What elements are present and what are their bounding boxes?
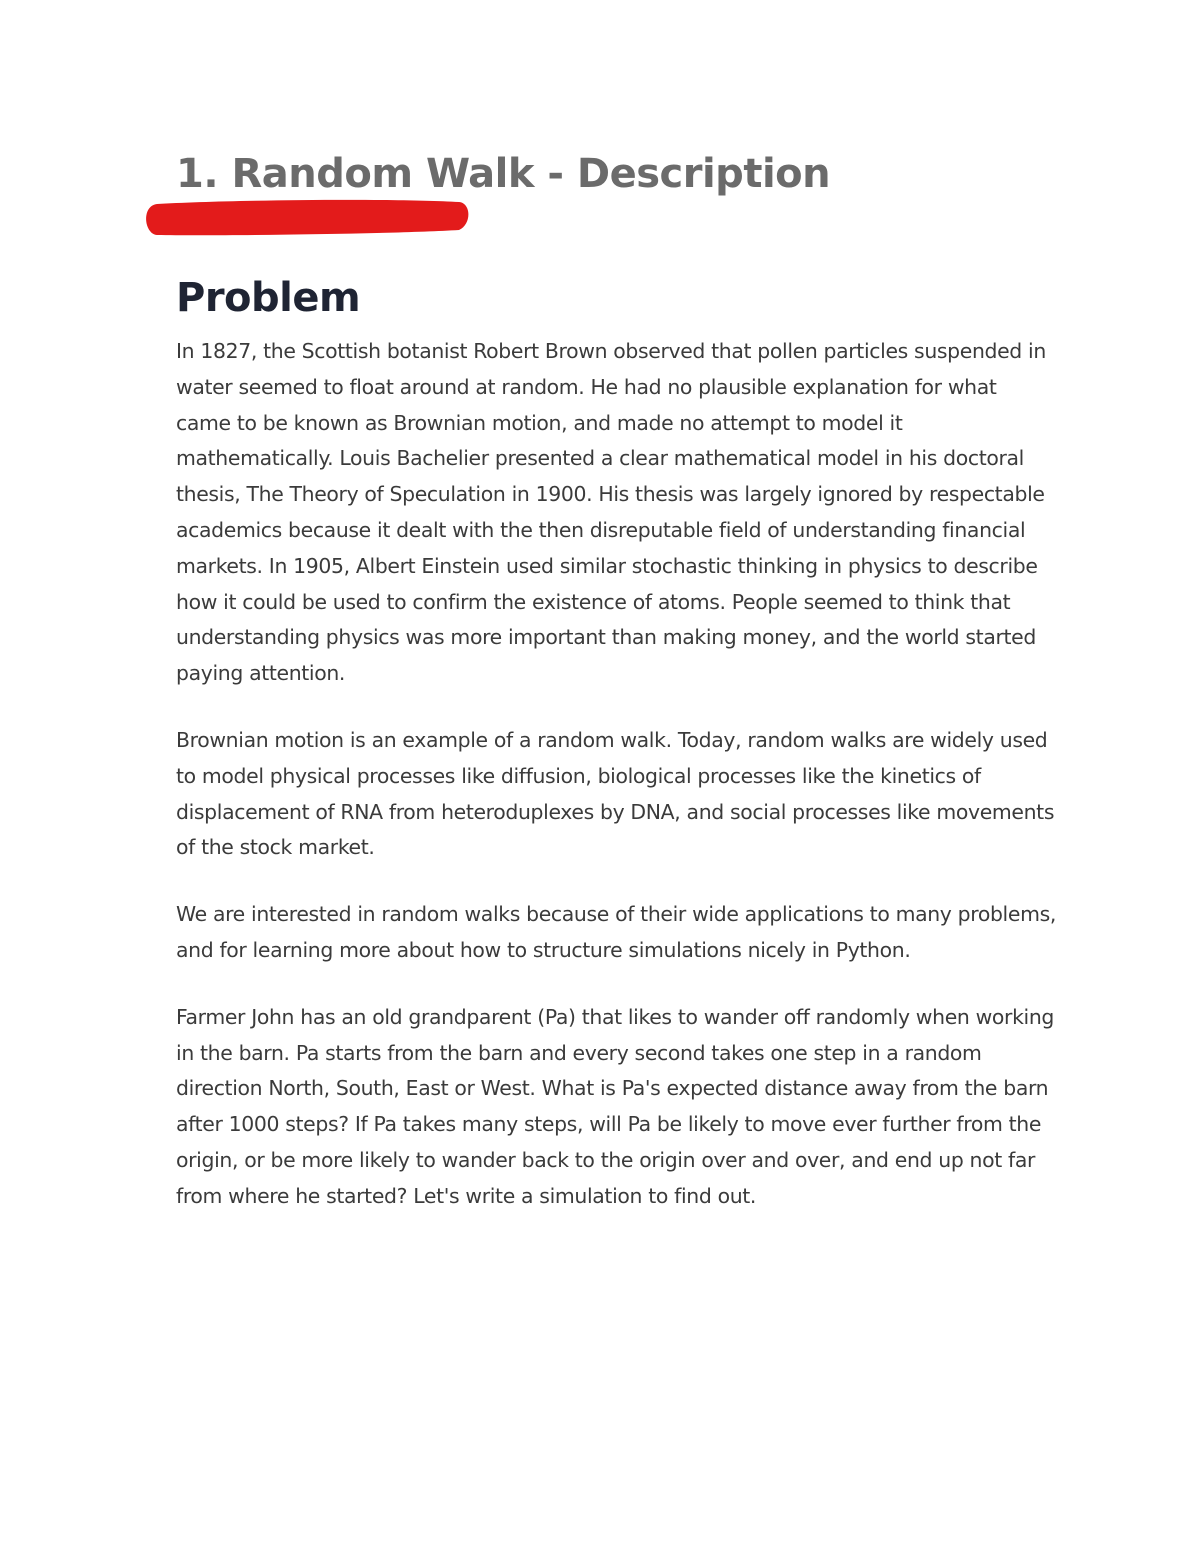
section-heading-problem: Problem [176,275,361,321]
paragraph-farmer-john-problem: Farmer John has an old grandparent (Pa) that likes to wander off randomly when working in the barn. Pa starts from the barn and every second takes one step in a random direction North, South, East or West. What is Pa's expected distance away from the barn after 1000 steps? If Pa takes many steps, will Pa be likely to move ever further from the origin, or be more likely to wander back to the origin over and over, and end up not far from where he started? Let's write a simulation to find out. [176,1004,1055,1208]
redaction-stroke [146,200,468,235]
paragraph-random-walk-uses: Brownian motion is an example of a random walk. Today, random walks are widely used to model physical processes like diffusion, biological processes like the kinetics of displacement of RNA from heteroduplexes by DNA, and social processes like movements of the stock market. [176,727,1055,860]
document-body [176,334,1056,1246]
paragraph-motivation: We are interested in random walks because of their wide applications to many problems, and for learning more about how to structure simulations nicely in Python. [176,902,1056,962]
redaction-mark [141,198,471,238]
paragraph-brownian-history: In 1827, the Scottish botanist Robert Brown observed that pollen particles suspended in water seemed to float around at random. He had no plausible explanation for what came to be known as Brownian motion, and made no attempt to model it mathematically. Louis Bachelier presented a clear mathematical model in his doctoral thesis, The Theory of Speculation in 1900. His thesis was largely ignored by respectable academics because it dealt with the then disreputable field of understanding financial markets. In 1905, Albert Einstein used similar stochastic thinking in physics to describe how it could be used to confirm the existence of atoms. People seemed to think that understanding physics was more important than making money, and the world started paying attention. [176,339,1046,686]
document-title: 1. Random Walk - Description [176,151,831,197]
